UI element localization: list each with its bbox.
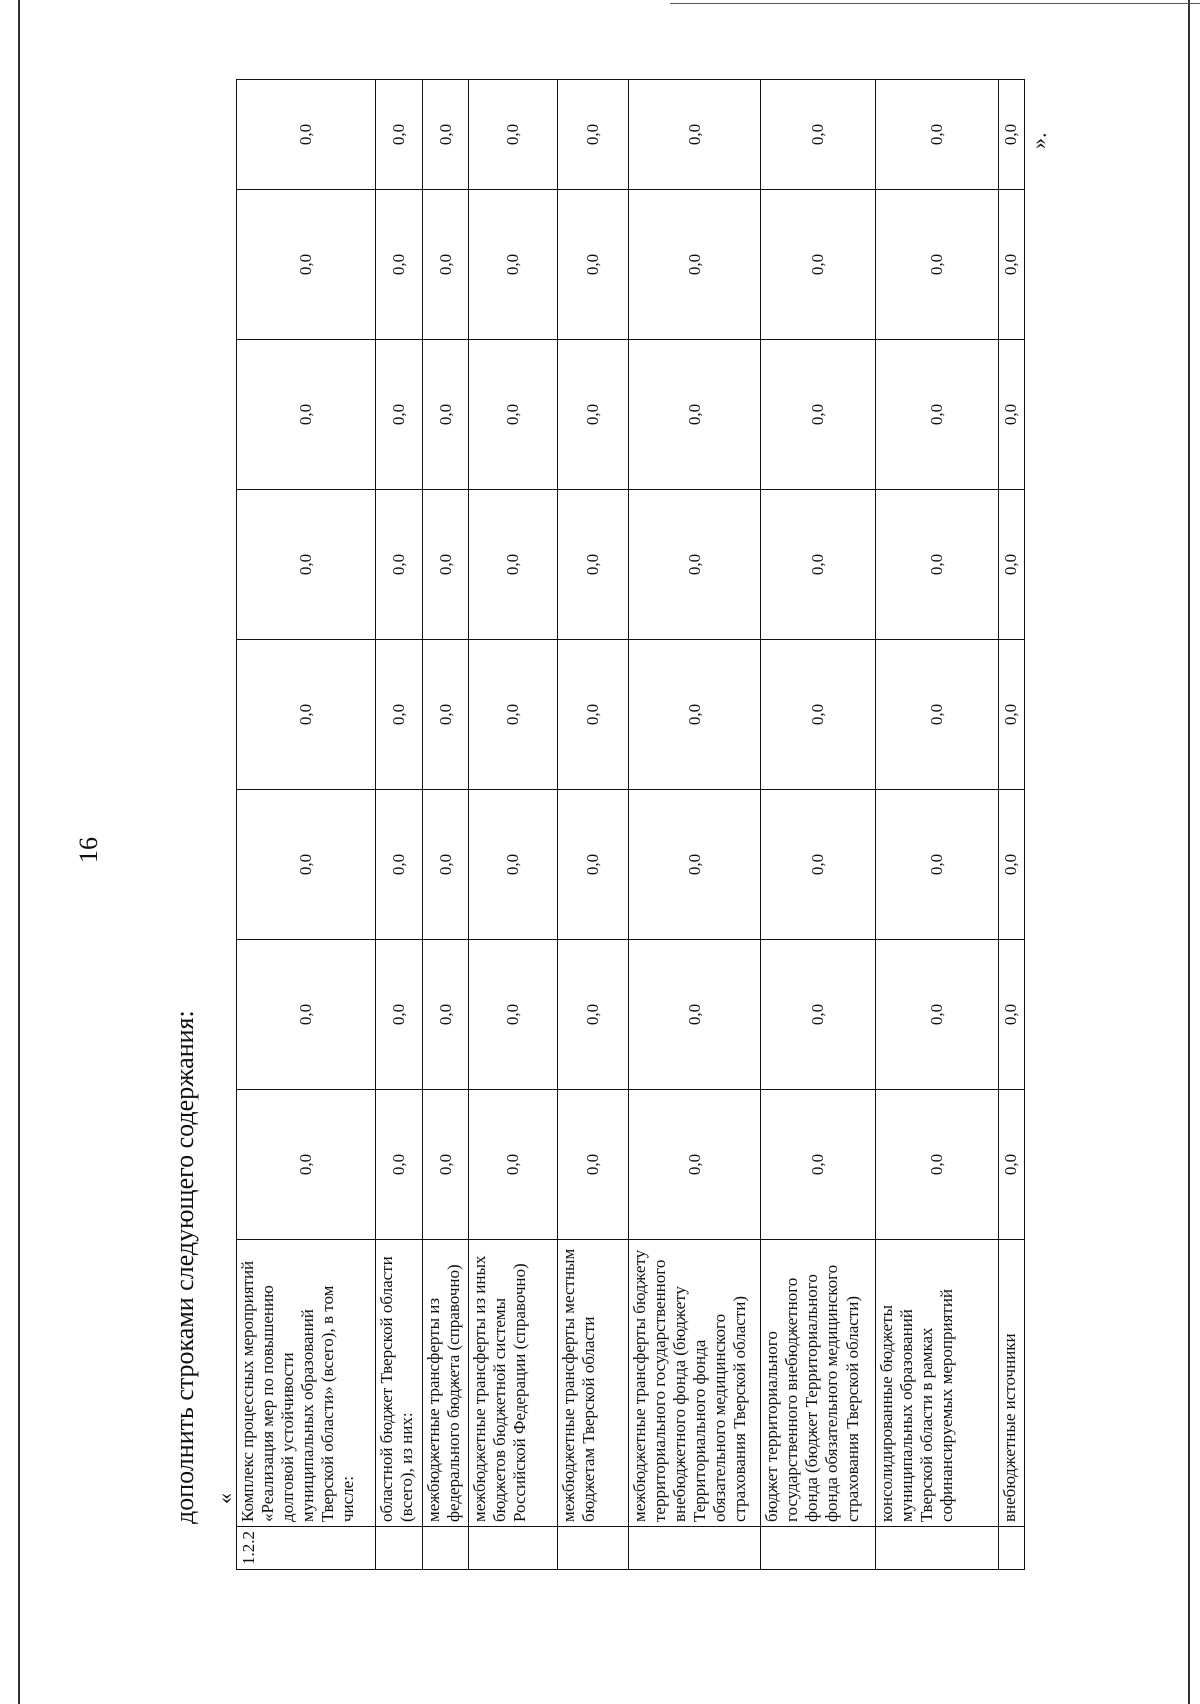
- value-cell: 0,0: [557, 340, 628, 490]
- value-cell: 0,0: [376, 790, 422, 940]
- value-cell: 0,0: [999, 340, 1025, 490]
- value-cell: 0,0: [557, 1090, 628, 1240]
- row-description: межбюджетные трансферты из федерального бюджета (справочно): [422, 1240, 468, 1527]
- row-number: [376, 1527, 422, 1570]
- value-cell: 0,0: [422, 940, 468, 1090]
- value-cell: 0,0: [469, 640, 558, 790]
- table-row: [237, 80, 376, 1570]
- value-cell: 0,0: [469, 80, 558, 190]
- value-cell: 0,0: [999, 80, 1025, 190]
- value-cell: 0,0: [469, 490, 558, 640]
- value-cell: 0,0: [629, 1090, 761, 1240]
- value-cell: 0,0: [237, 1090, 376, 1240]
- table-row: [469, 80, 558, 1570]
- value-cell: 0,0: [469, 1090, 558, 1240]
- value-cell: 0,0: [629, 190, 761, 340]
- value-cell: 0,0: [557, 190, 628, 340]
- value-cell: 0,0: [376, 340, 422, 490]
- value-cell: 0,0: [761, 1090, 876, 1240]
- value-cell: 0,0: [376, 490, 422, 640]
- value-cell: 0,0: [237, 640, 376, 790]
- value-cell: 0,0: [237, 490, 376, 640]
- value-cell: 0,0: [875, 80, 998, 190]
- value-cell: 0,0: [557, 790, 628, 940]
- row-number: [999, 1527, 1025, 1570]
- value-cell: 0,0: [875, 340, 998, 490]
- value-cell: 0,0: [376, 190, 422, 340]
- value-cell: 0,0: [237, 340, 376, 490]
- table-row: [422, 80, 468, 1570]
- row-description: внебюджетные источники: [999, 1240, 1025, 1527]
- table-row: [376, 80, 422, 1570]
- value-cell: 0,0: [469, 940, 558, 1090]
- value-cell: 0,0: [999, 790, 1025, 940]
- value-cell: 0,0: [422, 1090, 468, 1240]
- value-cell: 0,0: [469, 190, 558, 340]
- value-cell: 0,0: [557, 80, 628, 190]
- value-cell: 0,0: [376, 940, 422, 1090]
- value-cell: 0,0: [761, 340, 876, 490]
- value-cell: 0,0: [629, 340, 761, 490]
- budget-table: [236, 79, 1025, 1570]
- value-cell: 0,0: [557, 940, 628, 1090]
- value-cell: 0,0: [875, 190, 998, 340]
- value-cell: 0,0: [237, 790, 376, 940]
- value-cell: 0,0: [761, 790, 876, 940]
- row-description: консолидированные бюджеты муниципальных образований Тверской области в рамках софинансируемых мероприятий: [875, 1240, 998, 1527]
- value-cell: 0,0: [237, 940, 376, 1090]
- row-description: межбюджетные трансферты бюджету территориального государственного внебюджетного фонда (бюджету Территориального фонда обязательного медицинского страхования Тверской области): [629, 1240, 761, 1527]
- value-cell: 0,0: [761, 80, 876, 190]
- value-cell: 0,0: [422, 790, 468, 940]
- value-cell: 0,0: [422, 190, 468, 340]
- row-number: [422, 1527, 468, 1570]
- row-description: областной бюджет Тверской области (всего), из них:: [376, 1240, 422, 1527]
- value-cell: 0,0: [875, 1090, 998, 1240]
- value-cell: 0,0: [875, 490, 998, 640]
- value-cell: 0,0: [875, 940, 998, 1090]
- value-cell: 0,0: [629, 490, 761, 640]
- value-cell: 0,0: [875, 640, 998, 790]
- row-number: [557, 1527, 628, 1570]
- row-number: [875, 1527, 998, 1570]
- value-cell: 0,0: [761, 490, 876, 640]
- value-cell: 0,0: [999, 1090, 1025, 1240]
- row-number: [761, 1527, 876, 1570]
- value-cell: 0,0: [422, 340, 468, 490]
- value-cell: 0,0: [999, 490, 1025, 640]
- value-cell: 0,0: [629, 640, 761, 790]
- value-cell: 0,0: [376, 80, 422, 190]
- value-cell: 0,0: [999, 190, 1025, 340]
- value-cell: 0,0: [237, 80, 376, 190]
- page-number: 16: [74, 837, 103, 863]
- value-cell: 0,0: [999, 940, 1025, 1090]
- closing-quote: ».: [1026, 132, 1051, 149]
- value-cell: 0,0: [629, 790, 761, 940]
- row-description: бюджет территориального государственного внебюджетного фонда (бюджет Территориального фонда обязательного медицинского страхования Тверской области): [761, 1240, 876, 1527]
- table-row: [875, 80, 998, 1570]
- row-number: 1.2.2: [237, 1527, 376, 1570]
- table-row: [629, 80, 761, 1570]
- row-number: [629, 1527, 761, 1570]
- value-cell: 0,0: [629, 940, 761, 1090]
- intro-text: дополнить строками следующего содержания:: [170, 1010, 199, 1524]
- value-cell: 0,0: [237, 190, 376, 340]
- value-cell: 0,0: [422, 80, 468, 190]
- value-cell: 0,0: [629, 80, 761, 190]
- value-cell: 0,0: [557, 490, 628, 640]
- table-row: [999, 80, 1025, 1570]
- row-number: [469, 1527, 558, 1570]
- row-description: Комплекс процессных мероприятий «Реализация мер по повышению долговой устойчивости муниципальных образований Тверской области» (всего), в том числе:: [237, 1240, 376, 1527]
- opening-quote: «: [212, 1493, 237, 1504]
- value-cell: 0,0: [875, 790, 998, 940]
- table-row: [557, 80, 628, 1570]
- value-cell: 0,0: [422, 490, 468, 640]
- row-description: межбюджетные трансферты местным бюджетам Тверской области: [557, 1240, 628, 1527]
- value-cell: 0,0: [557, 640, 628, 790]
- value-cell: 0,0: [761, 640, 876, 790]
- table-row: [761, 80, 876, 1570]
- value-cell: 0,0: [999, 640, 1025, 790]
- value-cell: 0,0: [761, 190, 876, 340]
- value-cell: 0,0: [469, 790, 558, 940]
- value-cell: 0,0: [422, 640, 468, 790]
- value-cell: 0,0: [469, 340, 558, 490]
- row-description: межбюджетные трансферты из иных бюджетов бюджетной системы Российской Федерации (справочно): [469, 1240, 558, 1527]
- value-cell: 0,0: [761, 940, 876, 1090]
- value-cell: 0,0: [376, 1090, 422, 1240]
- value-cell: 0,0: [376, 640, 422, 790]
